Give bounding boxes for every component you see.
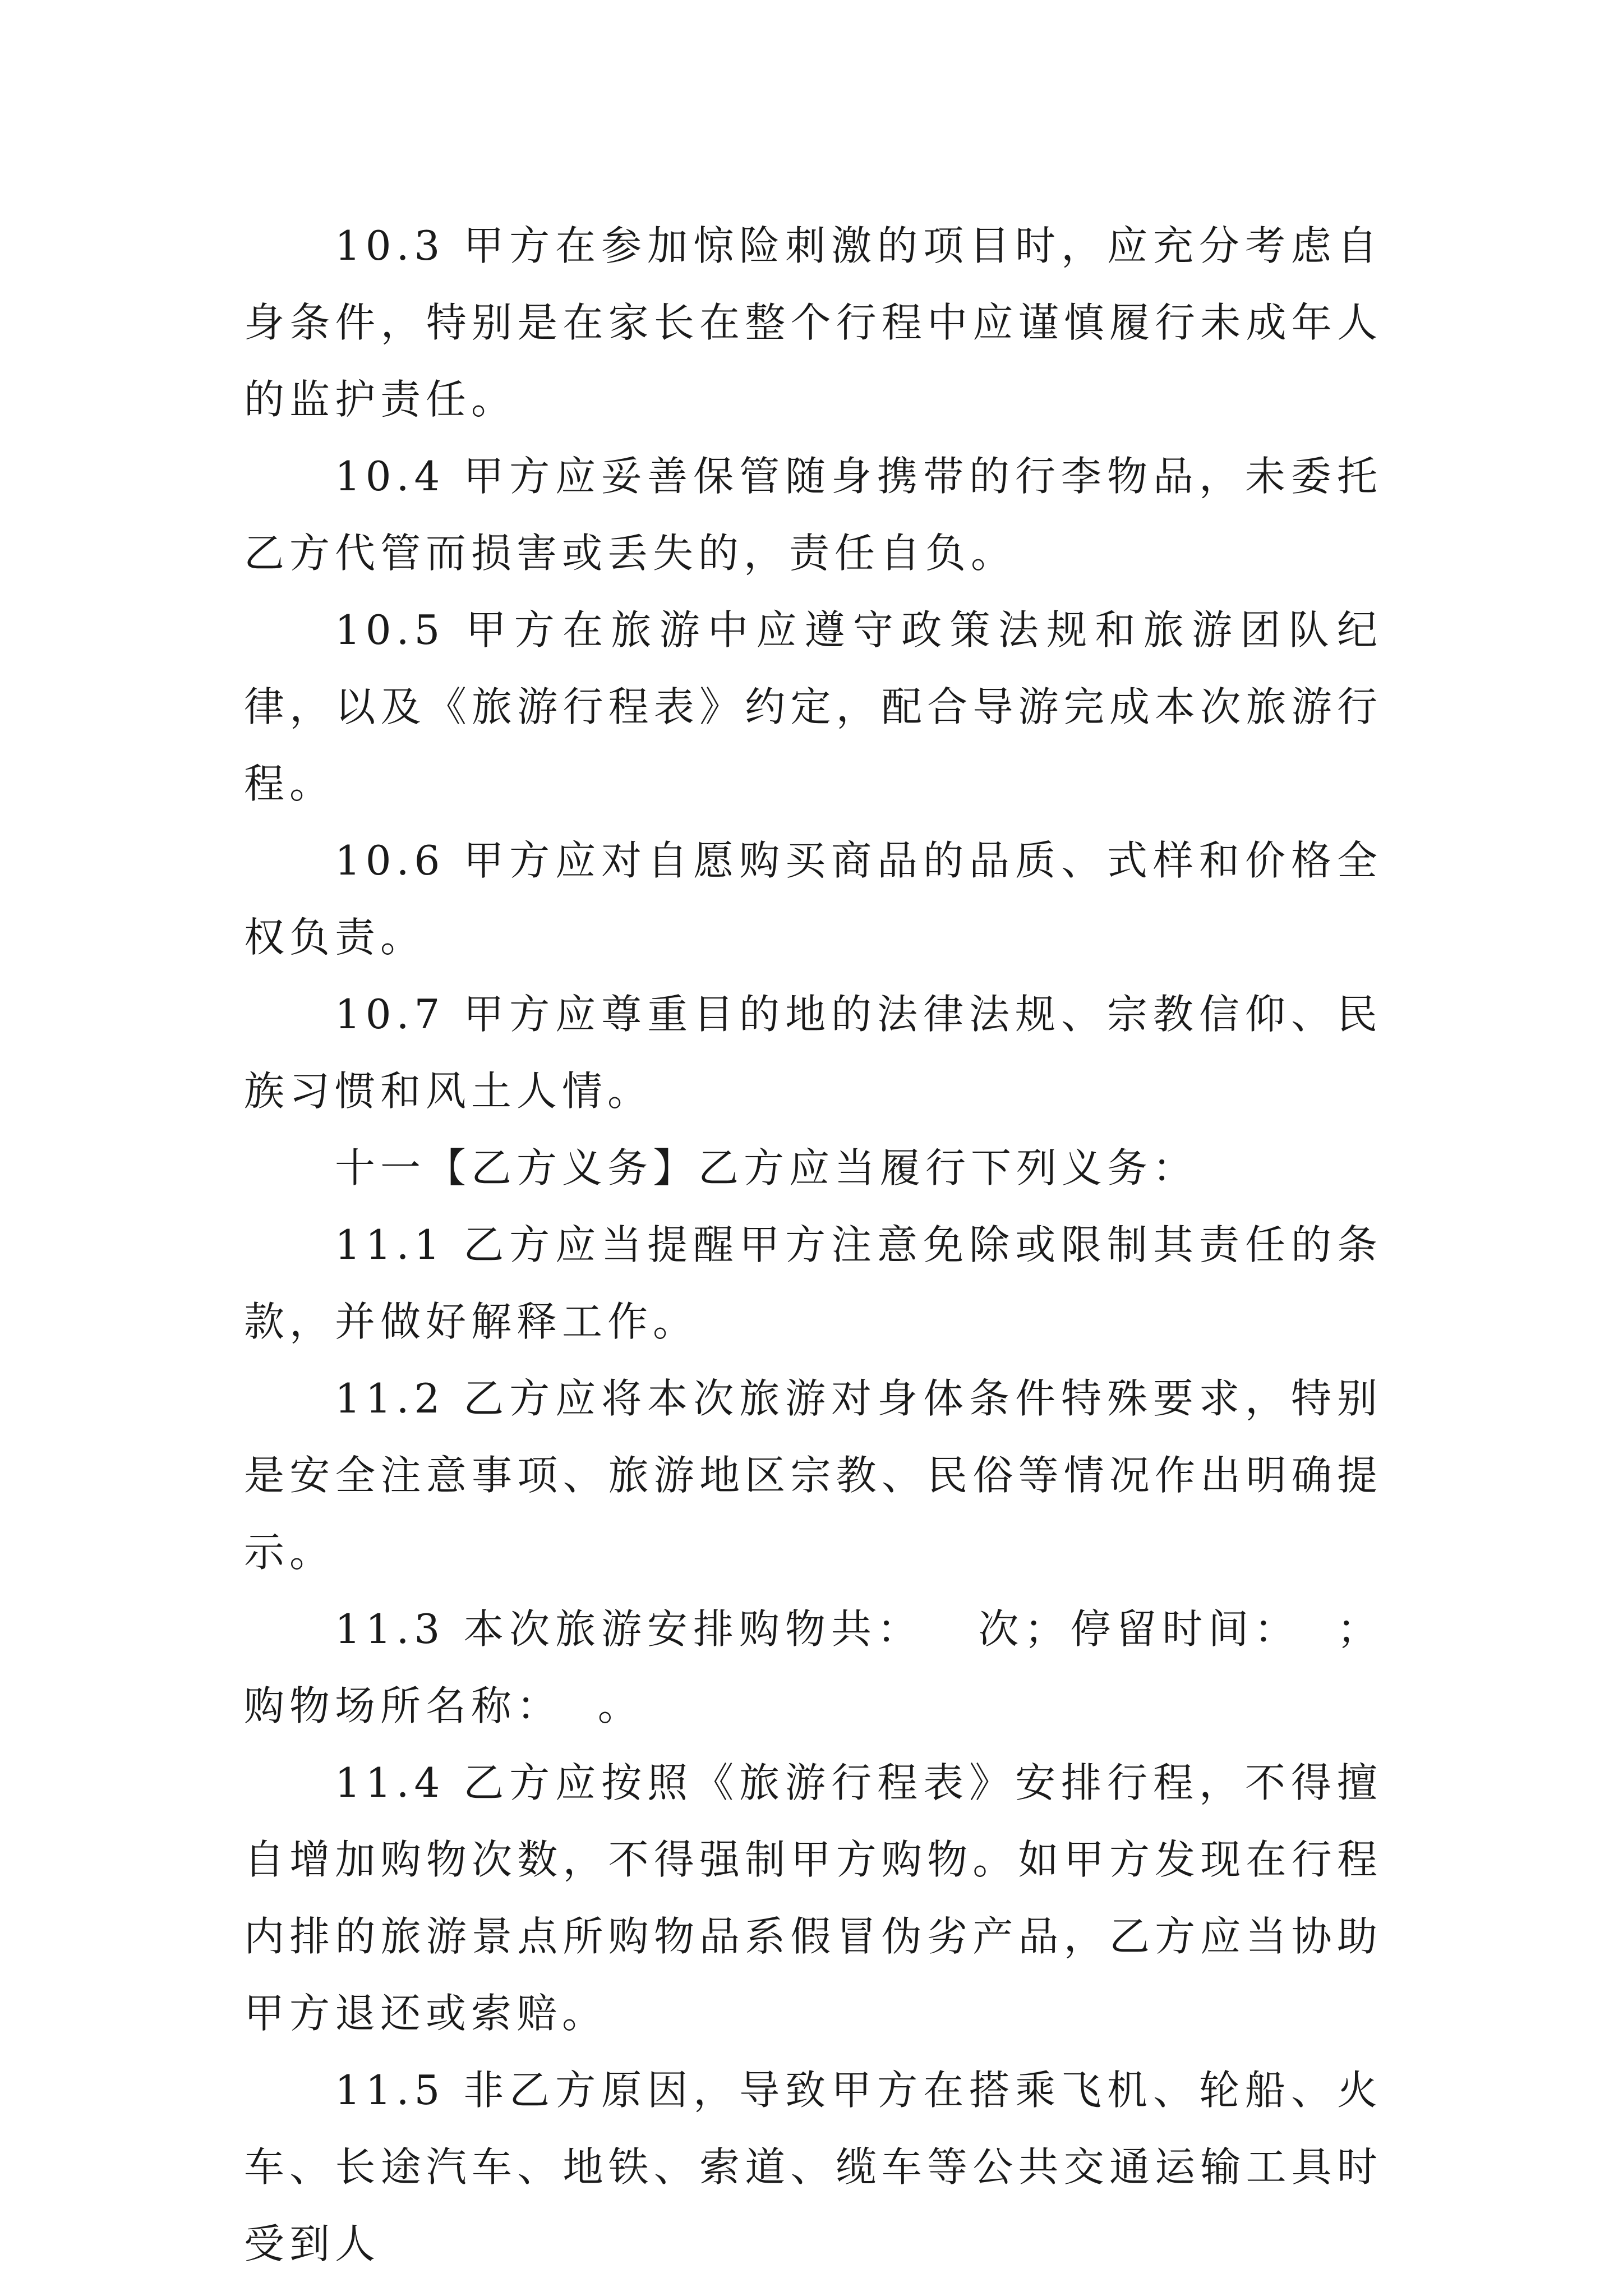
clause-10-6: 10.6 甲方应对自愿购买商品的品质、式样和价格全权负责。 [244, 837, 1382, 961]
clause-10-7: 10.7 甲方应尊重目的地的法律法规、宗教信仰、民族习惯和风土人情。 [244, 991, 1382, 1115]
clause-11-1: 11.1 乙方应当提醒甲方注意免除或限制其责任的条款，并做好解释工作。 [244, 1221, 1382, 1345]
clause-10-3: 10.3 甲方在参加惊险刺激的项目时，应充分考虑自身条件，特别是在家长在整个行程中应谨慎履行未成年人的监护责任。 [244, 222, 1382, 423]
clause-11-3: 11.3 本次旅游安排购物共： 次；停留时间： ；购物场所名称： 。 [244, 1605, 1382, 1729]
clause-10-5: 10.5 甲方在旅游中应遵守政策法规和旅游团队纪律，以及《旅游行程表》约定，配合导游完成本次旅游行程。 [244, 606, 1382, 807]
document-body [244, 208, 1382, 2283]
clause-11-2: 11.2 乙方应将本次旅游对身体条件特殊要求，特别是安全注意事项、旅游地区宗教、民俗等情况作出明确提示。 [244, 1375, 1382, 1576]
section-11-heading: 十一【乙方义务】乙方应当履行下列义务： [335, 1144, 1198, 1191]
clause-11-5: 11.5 非乙方原因，导致甲方在搭乘飞机、轮船、火车、长途汽车、地铁、索道、缆车等公共交通运输工具时受到人 [244, 2067, 1382, 2267]
clause-10-4: 10.4 甲方应妥善保管随身携带的行李物品，未委托乙方代管而损害或丢失的，责任自负。 [244, 453, 1382, 577]
clause-11-4: 11.4 乙方应按照《旅游行程表》安排行程，不得擅自增加购物次数，不得强制甲方购物。如甲方发现在行程内排的旅游景点所购物品系假冒伪劣产品，乙方应当协助甲方退还或索赔。 [244, 1759, 1382, 2037]
